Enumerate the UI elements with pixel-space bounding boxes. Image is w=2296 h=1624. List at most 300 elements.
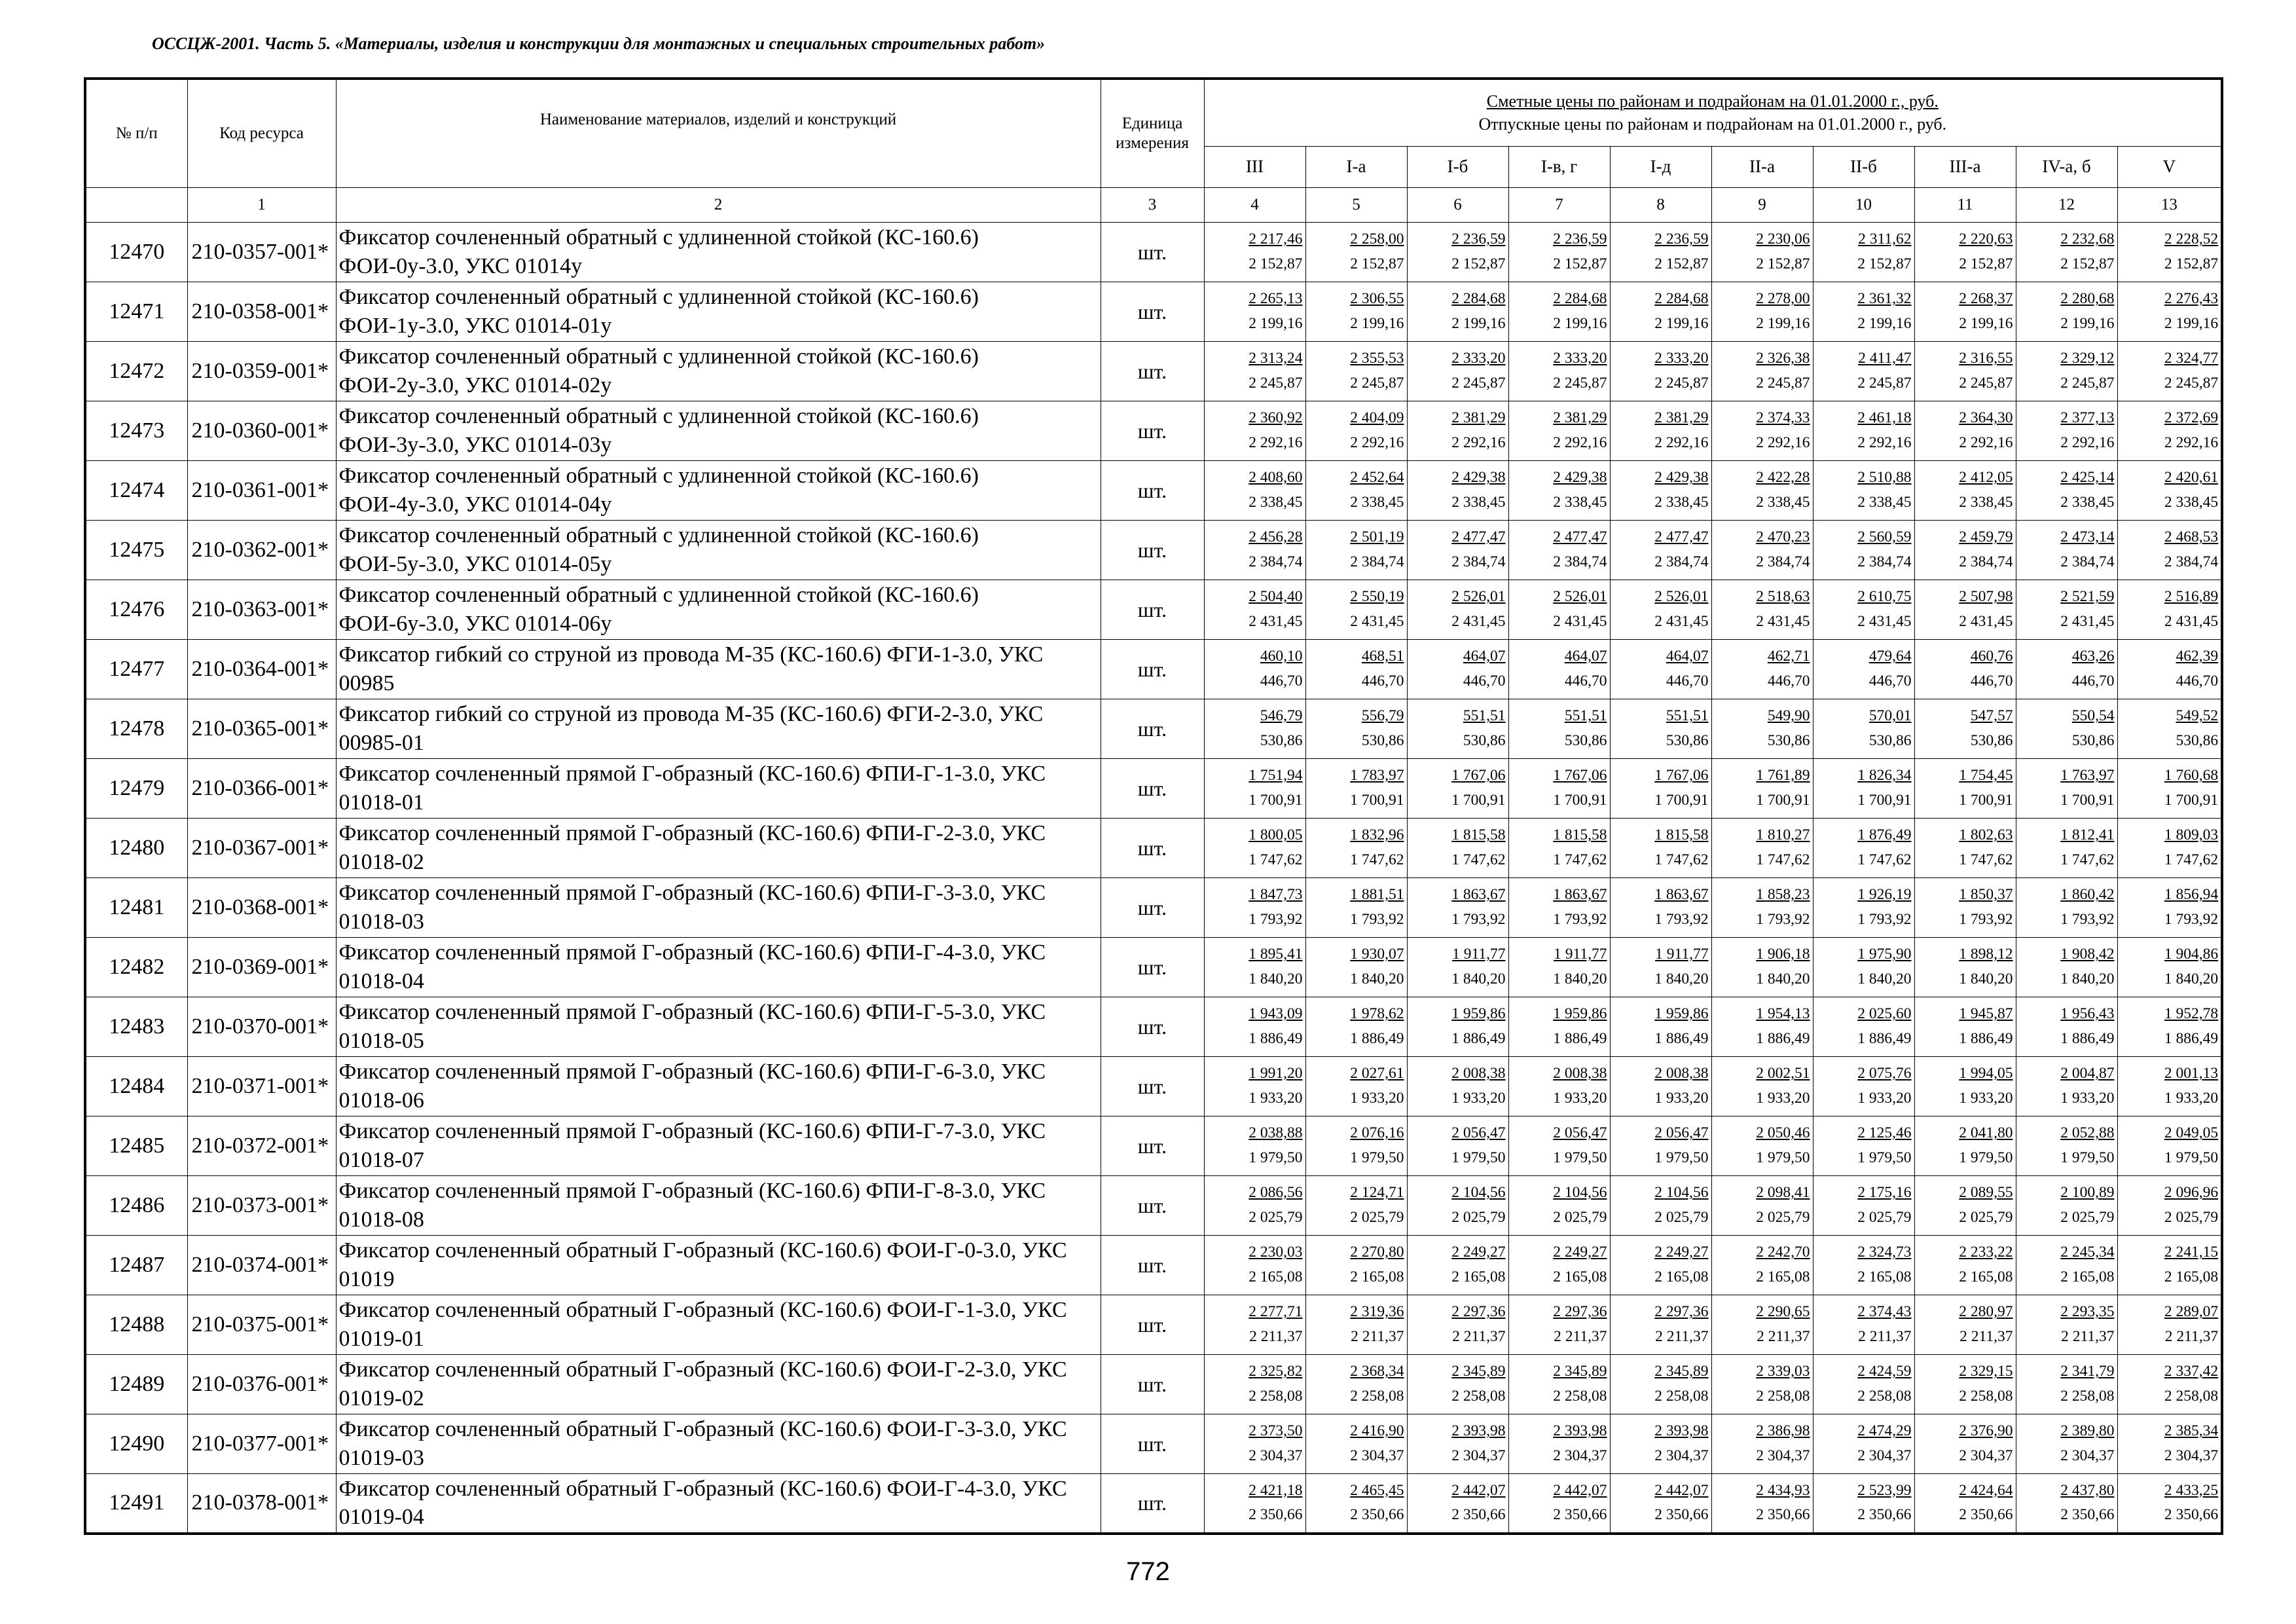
release-price: 2 258,08 — [1451, 1388, 1506, 1405]
estimate-price-value: 2 175,16 — [1857, 1184, 1912, 1202]
release-price: 1 747,62 — [1756, 851, 1810, 868]
price-cell — [1305, 1414, 1407, 1474]
release-price: 2 152,87 — [1451, 255, 1506, 272]
price-cell — [2117, 223, 2222, 282]
estimate-price-value: 2 459,79 — [1959, 528, 2013, 546]
price-cell — [2016, 342, 2117, 401]
unit: шт. — [1101, 759, 1204, 819]
price-cell — [2016, 1116, 2117, 1176]
estimate-price-value: 2 477,47 — [1451, 528, 1506, 546]
price-cell — [1508, 1474, 1610, 1534]
estimate-price-value: 2 510,88 — [1857, 469, 1912, 487]
release-price: 1 747,62 — [1248, 851, 1303, 868]
price-cell — [2016, 1236, 2117, 1295]
estimate-price — [1915, 1181, 2013, 1206]
release-price: 2 152,87 — [2060, 255, 2115, 272]
estimate-price — [1205, 466, 1303, 490]
estimate-price-value: 1 751,94 — [1248, 767, 1303, 784]
price-cell — [1407, 759, 1508, 819]
estimate-price — [1611, 1359, 1709, 1384]
release-price: 2 245,87 — [2164, 375, 2219, 392]
estimate-price-value: 2 001,13 — [2164, 1065, 2219, 1082]
row-number: 12489 — [85, 1355, 187, 1414]
release-price: 1 793,92 — [1451, 911, 1506, 928]
estimate-price-value: 2 284,68 — [1654, 290, 1709, 308]
estimate-price — [2118, 1419, 2219, 1444]
price-cell — [1407, 1236, 1508, 1295]
price-cell — [1813, 997, 1914, 1057]
estimate-price — [1611, 883, 1709, 908]
estimate-price — [2016, 525, 2115, 550]
price-cell — [1711, 699, 1813, 759]
estimate-price-value: 1 978,62 — [1350, 1005, 1404, 1023]
estimate-price-value: 464,07 — [1564, 648, 1607, 665]
release-price: 2 384,74 — [1451, 553, 1506, 570]
release-price: 446,70 — [1361, 673, 1404, 690]
release-price: 1 747,62 — [1553, 851, 1607, 868]
estimate-price-value: 462,39 — [2176, 648, 2219, 665]
estimate-price-value: 1 850,37 — [1959, 886, 2013, 904]
release-price: 530,86 — [1463, 732, 1506, 749]
estimate-price — [2118, 1359, 2219, 1384]
release-price: 2 199,16 — [2164, 315, 2219, 332]
release-price: 1 979,50 — [2164, 1149, 2219, 1166]
price-cell — [1610, 521, 1711, 580]
price-cell — [1204, 1295, 1305, 1355]
price-cell — [1204, 521, 1305, 580]
release-price: 1 933,20 — [1959, 1090, 2013, 1107]
estimate-price-value: 2 056,47 — [1451, 1124, 1506, 1142]
price-cell — [1914, 401, 2016, 461]
price-cell — [1508, 1414, 1610, 1474]
estimate-price-value: 2 416,90 — [1350, 1422, 1404, 1440]
release-price: 1 840,20 — [1248, 970, 1303, 987]
estimate-price-value: 2 429,38 — [1553, 469, 1607, 487]
estimate-price — [1712, 1002, 1810, 1027]
estimate-price — [1509, 346, 1607, 371]
estimate-price — [1915, 1359, 2013, 1384]
estimate-price — [1306, 1479, 1404, 1504]
release-price: 2 258,08 — [2060, 1388, 2115, 1405]
estimate-price — [2016, 704, 2115, 729]
estimate-price — [1509, 1121, 1607, 1146]
price-cell — [1204, 997, 1305, 1057]
estimate-price-value: 2 373,50 — [1248, 1422, 1303, 1440]
price-cell — [1711, 1236, 1813, 1295]
price-cell — [1711, 461, 1813, 521]
unit: шт. — [1101, 1057, 1204, 1116]
price-cell — [1407, 699, 1508, 759]
row-number: 12470 — [85, 223, 187, 282]
release-price: 446,70 — [1868, 673, 1912, 690]
estimate-price — [1712, 525, 1810, 550]
estimate-price-value: 2 232,68 — [2060, 231, 2115, 248]
price-cell — [2117, 461, 2222, 521]
row-number: 12479 — [85, 759, 187, 819]
column-number-blank — [85, 188, 187, 223]
estimate-price — [1306, 883, 1404, 908]
price-cell — [1914, 1414, 2016, 1474]
row-number: 12480 — [85, 819, 187, 878]
price-cell — [1508, 521, 1610, 580]
estimate-price — [1611, 1300, 1709, 1325]
estimate-price-value: 2 329,15 — [1959, 1363, 2013, 1380]
estimate-price-value: 1 881,51 — [1350, 886, 1404, 904]
estimate-price — [1509, 704, 1607, 729]
estimate-price-value: 2 526,01 — [1654, 588, 1709, 606]
estimate-price — [2016, 1419, 2115, 1444]
estimate-price-value: 2 523,99 — [1857, 1481, 1912, 1499]
release-price: 2 165,08 — [2060, 1268, 2115, 1285]
estimate-price — [1712, 346, 1810, 371]
release-price: 1 979,50 — [1248, 1149, 1303, 1166]
release-price: 2 384,74 — [1350, 553, 1404, 570]
release-price: 2 350,66 — [1248, 1506, 1303, 1524]
price-cell — [1305, 699, 1407, 759]
price-cell — [1407, 223, 1508, 282]
price-cell — [1610, 878, 1711, 938]
price-cell — [1204, 223, 1305, 282]
estimate-price-value: 2 249,27 — [1654, 1244, 1709, 1261]
price-cell — [1711, 878, 1813, 938]
estimate-price-value: 2 461,18 — [1857, 409, 1912, 427]
release-price: 1 793,92 — [1959, 911, 2013, 928]
price-cell — [1813, 282, 1914, 342]
estimate-price-value: 2 345,89 — [1654, 1363, 1709, 1380]
estimate-price-value: 2 516,89 — [2164, 588, 2219, 606]
price-cell — [1914, 1236, 2016, 1295]
unit: шт. — [1101, 1236, 1204, 1295]
estimate-price-value: 2 316,55 — [1959, 350, 2013, 367]
price-cell — [1610, 1355, 1711, 1414]
column-number: 8 — [1610, 188, 1711, 223]
resource-code: 210-0375-001* — [187, 1295, 336, 1355]
price-cell — [1508, 819, 1610, 878]
price-cell — [1407, 1355, 1508, 1414]
estimate-price — [2016, 466, 2115, 490]
estimate-price-value: 2 236,59 — [1654, 231, 1709, 248]
estimate-price — [1915, 644, 2013, 669]
release-price: 2 350,66 — [1857, 1506, 1912, 1524]
price-cell — [1711, 1057, 1813, 1116]
estimate-price — [1813, 764, 1912, 788]
estimate-price — [1408, 1300, 1506, 1325]
estimate-price-value: 460,76 — [1970, 648, 2013, 665]
estimate-price-value: 549,90 — [1767, 707, 1810, 725]
price-cell — [1407, 1057, 1508, 1116]
estimate-price — [1611, 525, 1709, 550]
estimate-price — [1205, 525, 1303, 550]
release-price: 2 211,37 — [1554, 1328, 1607, 1345]
price-cell — [2016, 938, 2117, 997]
price-cell — [2016, 223, 2117, 282]
estimate-price — [1306, 1419, 1404, 1444]
estimate-price-value: 2 381,29 — [1553, 409, 1607, 427]
table-row — [85, 1116, 2222, 1176]
price-cell — [1305, 1236, 1407, 1295]
estimate-price-value: 2 325,82 — [1248, 1363, 1303, 1380]
estimate-price — [2016, 1300, 2115, 1325]
estimate-price — [1611, 942, 1709, 967]
estimate-price-value: 2 324,77 — [2164, 350, 2219, 367]
row-number: 12488 — [85, 1295, 187, 1355]
release-price: 2 431,45 — [1654, 613, 1709, 630]
price-cell — [1610, 580, 1711, 640]
estimate-price-value: 2 550,19 — [1350, 588, 1404, 606]
estimate-price-value: 2 025,60 — [1857, 1005, 1912, 1023]
price-cell — [1204, 282, 1305, 342]
price-cell — [1914, 640, 2016, 699]
estimate-price-value: 2 050,46 — [1756, 1124, 1810, 1142]
table-row — [85, 282, 2222, 342]
price-cell — [1711, 997, 1813, 1057]
estimate-price — [1509, 1002, 1607, 1027]
release-price: 1 886,49 — [1248, 1030, 1303, 1047]
estimate-price — [1712, 823, 1810, 848]
estimate-price — [2118, 525, 2219, 550]
price-cell — [1407, 997, 1508, 1057]
price-cell — [2117, 819, 2222, 878]
price-cell — [1508, 282, 1610, 342]
release-price: 1 747,62 — [2060, 851, 2115, 868]
row-number: 12477 — [85, 640, 187, 699]
price-cell — [1610, 1116, 1711, 1176]
column-number: 12 — [2016, 188, 2117, 223]
estimate-price — [1306, 585, 1404, 610]
resource-code: 210-0376-001* — [187, 1355, 336, 1414]
price-cell — [1508, 699, 1610, 759]
estimate-price-value: 1 767,06 — [1654, 767, 1709, 784]
estimate-price-value: 2 319,36 — [1350, 1303, 1404, 1321]
estimate-price — [1712, 1061, 1810, 1086]
release-price: 1 747,62 — [1451, 851, 1506, 868]
table-row — [85, 1355, 2222, 1414]
estimate-price-value: 1 906,18 — [1756, 946, 1810, 963]
estimate-price — [1712, 942, 1810, 967]
estimate-price — [1813, 1240, 1912, 1265]
release-price: 1 700,91 — [1350, 792, 1404, 809]
release-price: 2 304,37 — [1959, 1447, 2013, 1464]
release-price: 2 292,16 — [1959, 434, 2013, 451]
estimate-price-value: 2 424,59 — [1857, 1363, 1912, 1380]
table-row — [85, 1176, 2222, 1236]
price-cell — [1711, 1474, 1813, 1534]
release-price: 2 304,37 — [1654, 1447, 1709, 1464]
estimate-price-value: 1 943,09 — [1248, 1005, 1303, 1023]
release-price: 2 384,74 — [1654, 553, 1709, 570]
estimate-price-value: 1 926,19 — [1857, 886, 1912, 904]
release-price: 2 304,37 — [2164, 1447, 2219, 1464]
estimate-price-value: 2 368,34 — [1350, 1363, 1404, 1380]
price-cell — [1305, 580, 1407, 640]
estimate-price — [1509, 823, 1607, 848]
price-cell — [1610, 1176, 1711, 1236]
unit: шт. — [1101, 521, 1204, 580]
table-row — [85, 878, 2222, 938]
price-cell — [2016, 819, 2117, 878]
release-price: 1 840,20 — [1553, 970, 1607, 987]
estimate-price — [1408, 227, 1506, 252]
estimate-price-value: 2 381,29 — [1451, 409, 1506, 427]
price-cell — [1508, 1295, 1610, 1355]
release-price: 2 245,87 — [1756, 375, 1810, 392]
price-cell — [1508, 759, 1610, 819]
estimate-price-value: 2 086,56 — [1248, 1184, 1303, 1202]
estimate-price-value: 1 832,96 — [1350, 826, 1404, 844]
price-cell — [1813, 1414, 1914, 1474]
release-price: 1 840,20 — [1857, 970, 1912, 987]
price-cell — [2016, 401, 2117, 461]
release-price: 446,70 — [1767, 673, 1810, 690]
estimate-price-value: 1 767,06 — [1553, 767, 1607, 784]
estimate-price — [1915, 942, 2013, 967]
estimate-price — [1813, 1002, 1912, 1027]
price-cell — [1305, 938, 1407, 997]
release-price: 2 199,16 — [2060, 315, 2115, 332]
price-cell — [1610, 1414, 1711, 1474]
estimate-price-value: 2 456,28 — [1248, 528, 1303, 546]
estimate-price-value: 2 429,38 — [1451, 469, 1506, 487]
estimate-price — [1813, 1181, 1912, 1206]
price-cell — [1305, 401, 1407, 461]
estimate-price — [1408, 942, 1506, 967]
estimate-price-value: 2 504,40 — [1248, 588, 1303, 606]
price-cell — [1610, 1057, 1711, 1116]
material-name: Фиксатор сочлененный прямой Г-образный (КС-160.6) ФПИ-Г-6-3.0, УКС 01018-06 — [336, 1057, 1101, 1116]
estimate-price-value: 2 297,36 — [1553, 1303, 1607, 1321]
price-cell — [1508, 1176, 1610, 1236]
estimate-price-value: 546,79 — [1260, 707, 1303, 725]
price-cell — [1508, 1057, 1610, 1116]
price-cell — [2016, 580, 2117, 640]
estimate-price — [1306, 466, 1404, 490]
release-price: 2 292,16 — [2164, 434, 2219, 451]
price-cell — [2117, 1355, 2222, 1414]
price-cell — [1914, 342, 2016, 401]
estimate-price — [1509, 1479, 1607, 1504]
estimate-price — [1611, 585, 1709, 610]
price-cell — [1813, 819, 1914, 878]
estimate-price — [1408, 1359, 1506, 1384]
estimate-price — [2118, 406, 2219, 431]
release-price: 2 152,87 — [1857, 255, 1912, 272]
estimate-price — [1813, 1479, 1912, 1504]
estimate-price — [1813, 346, 1912, 371]
estimate-price-value: 2 236,59 — [1451, 231, 1506, 248]
estimate-price — [2016, 1121, 2115, 1146]
estimate-price-value: 2 393,98 — [1654, 1422, 1709, 1440]
price-cell — [1204, 1474, 1305, 1534]
price-cell — [2016, 997, 2117, 1057]
estimate-price-value: 2 452,64 — [1350, 469, 1404, 487]
estimate-price-value: 2 333,20 — [1451, 350, 1506, 367]
estimate-price-value: 479,64 — [1868, 648, 1912, 665]
unit: шт. — [1101, 223, 1204, 282]
release-price: 2 304,37 — [1451, 1447, 1506, 1464]
release-price: 1 840,20 — [1756, 970, 1810, 987]
estimate-price — [1813, 883, 1912, 908]
estimate-price — [1509, 644, 1607, 669]
material-name: Фиксатор сочлененный обратный с удлиненной стойкой (КС-160.6) ФОИ-2у-3.0, УКС 01014-02у — [336, 342, 1101, 401]
release-price: 1 793,92 — [1654, 911, 1709, 928]
price-cell — [1610, 759, 1711, 819]
estimate-price — [2016, 1181, 2115, 1206]
release-price: 1 933,20 — [1451, 1090, 1506, 1107]
column-number: 9 — [1711, 188, 1813, 223]
release-price: 2 025,79 — [1451, 1209, 1506, 1226]
price-cell — [1305, 1295, 1407, 1355]
release-price: 446,70 — [1666, 673, 1709, 690]
price-cell — [1813, 401, 1914, 461]
unit: шт. — [1101, 401, 1204, 461]
estimate-price — [1306, 704, 1404, 729]
release-price: 2 338,45 — [1959, 494, 2013, 511]
col-header-code: Код ресурса — [187, 79, 336, 188]
estimate-price-value: 2 284,68 — [1451, 290, 1506, 308]
release-price: 2 292,16 — [1553, 434, 1607, 451]
release-price: 2 304,37 — [1857, 1447, 1912, 1464]
estimate-price — [2118, 883, 2219, 908]
release-price: 2 338,45 — [1654, 494, 1709, 511]
estimate-price — [1611, 1002, 1709, 1027]
release-price: 2 258,08 — [2164, 1388, 2219, 1405]
estimate-price — [2016, 1061, 2115, 1086]
estimate-price — [2016, 823, 2115, 848]
estimate-price — [1813, 406, 1912, 431]
col-header-unit: Единица измерения — [1101, 79, 1204, 188]
header-row — [85, 79, 2222, 146]
estimate-price-value: 1 956,43 — [2060, 1005, 2115, 1023]
price-cell — [1508, 1116, 1610, 1176]
release-price: 1 700,91 — [1248, 792, 1303, 809]
price-cell — [2117, 699, 2222, 759]
release-price: 2 245,87 — [1959, 375, 2013, 392]
price-cell — [1610, 997, 1711, 1057]
release-price: 446,70 — [1463, 673, 1506, 690]
estimate-price — [1408, 823, 1506, 848]
release-price: 1 979,50 — [1553, 1149, 1607, 1166]
estimate-price — [1205, 942, 1303, 967]
release-price: 1 886,49 — [1959, 1030, 2013, 1047]
table-row — [85, 1474, 2222, 1534]
price-cell — [2016, 1057, 2117, 1116]
estimate-price-value: 1 904,86 — [2164, 946, 2219, 963]
price-cell — [1813, 938, 1914, 997]
release-price: 1 886,49 — [1857, 1030, 1912, 1047]
estimate-price — [1306, 823, 1404, 848]
estimate-price-value: 2 521,59 — [2060, 588, 2115, 606]
release-price: 2 211,37 — [1959, 1328, 2013, 1345]
estimate-price-value: 2 125,46 — [1857, 1124, 1912, 1142]
release-price: 1 933,20 — [1553, 1090, 1607, 1107]
price-cell — [2117, 878, 2222, 938]
estimate-price — [1205, 823, 1303, 848]
price-cell — [1914, 759, 2016, 819]
release-price: 1 886,49 — [2060, 1030, 2115, 1047]
estimate-price — [1915, 883, 2013, 908]
estimate-price — [1408, 1419, 1506, 1444]
release-price: 2 165,08 — [1248, 1268, 1303, 1285]
release-price: 1 793,92 — [1857, 911, 1912, 928]
estimate-price-value: 2 355,53 — [1350, 350, 1404, 367]
release-price: 1 700,91 — [1451, 792, 1506, 809]
release-price: 2 350,66 — [2164, 1506, 2219, 1524]
estimate-price — [1813, 704, 1912, 729]
release-price: 1 840,20 — [2164, 970, 2219, 987]
estimate-price-value: 1 863,67 — [1553, 886, 1607, 904]
estimate-price-value: 1 812,41 — [2060, 826, 2115, 844]
release-price: 1 747,62 — [2164, 851, 2219, 868]
